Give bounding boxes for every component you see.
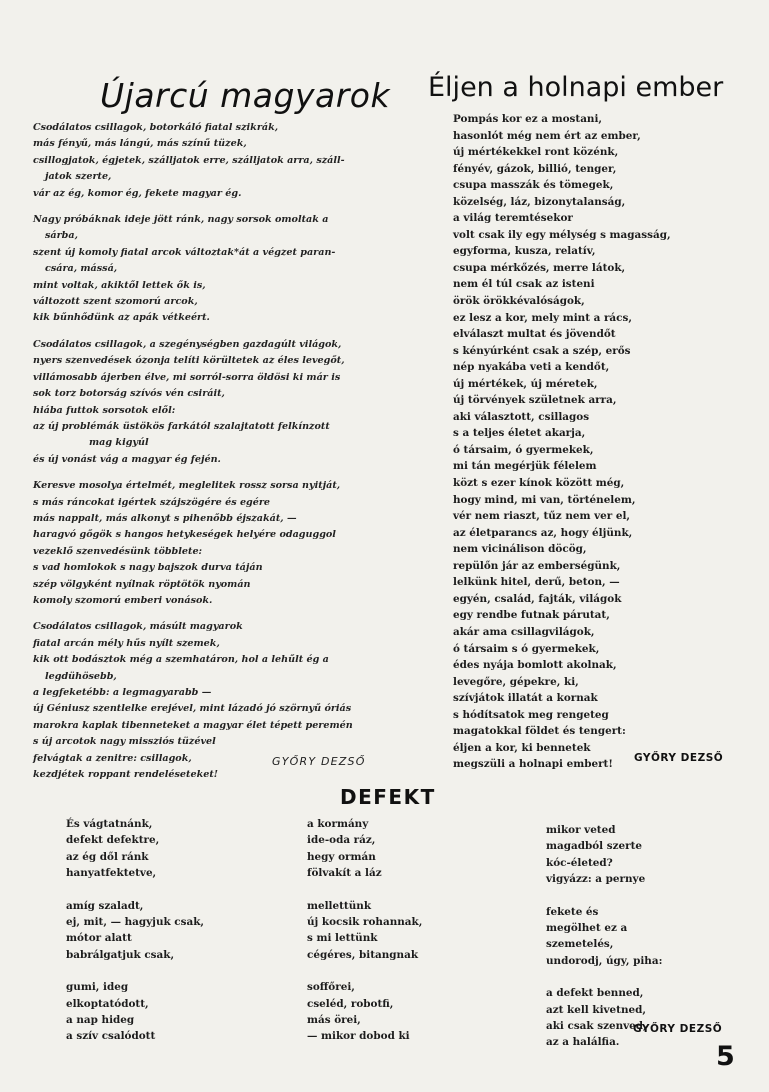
page-number: 5 [716,1041,735,1072]
poem-line: új mértékekkel ront közénk, [453,146,619,159]
poem-line: fényév, gázok, billió, tenger, [453,162,617,175]
poem-line: kezdjétek roppant rendeléseteket! [33,769,218,781]
defekt-column-2 [307,816,527,1061]
poem-line: aki választott, csillagos [453,410,590,423]
poem-line: levegőre, gépekre, ki, [453,675,579,688]
poem-line: gumi, ideg [66,981,129,994]
poem-line: villámosabb ájerben élve, mi sorról-sorra öldösi ki már is [33,371,341,383]
poem-line: felvágtak a zenitre: csillagok, [33,752,192,764]
poem-line: fiatal arcán mély hűs nyílt szemek, [33,637,220,649]
poem-line: az a halálfia. [546,1036,620,1049]
poem-line: csillogjatok, égjetek, szálljatok erre, szálljatok arra, száll- [33,154,345,166]
poem-line: egyforma, kusza, relatív, [453,245,596,258]
poem-line: szemetelés, [546,938,614,951]
poem-line: hegy ormán [307,850,376,863]
poem-line: hiába futtok sorsotok elől: [33,404,176,416]
poem-line: lelkünk hitel, derű, beton, — [453,576,620,589]
poem-line: aki csak szenved, [546,1020,647,1033]
poem-line: a defekt benned, [546,987,644,1000]
poem-line: egyén, család, fajták, világok [453,592,622,605]
poem-line: hasonlót még nem ért az ember, [453,129,641,142]
poem-line: elkoptatódott, [66,997,149,1010]
poem-line: változott szent szomorú arcok, [33,296,198,308]
poem-line: jatok szerte, [45,171,112,183]
poem-line: Csodálatos csillagok, botorkáló fiatal szikrák, [33,122,279,133]
stanza [307,979,527,1045]
poem-line: defekt defektre, [66,834,160,847]
poem-line: legdühösebb, [45,670,117,682]
poem-line: új Géniusz szentlelke erejével, mint lázadó jó szörnyű óriás [33,703,352,715]
poem-line: a nap hideg [66,1014,135,1027]
poem-line: új törvények születnek arra, [453,394,617,407]
poem-line: vigyázz: a pernye [546,873,646,886]
poem-line: s vad homlokok s nagy bajszok durva táján [33,562,263,574]
left-poem-body [33,120,378,793]
poem-line: új mértékek, új méretek, [453,377,598,390]
poem-line: egy rendbe futnak párutat, [453,609,610,622]
poem-line: ez lesz a kor, mely mint a rács, [453,311,632,324]
stanza [546,904,746,970]
poem-line: szívjátok illatát a kornak [453,692,598,705]
poem-line: — mikor dobod ki [307,1030,410,1043]
poem-line: mag kigyúl [89,437,149,449]
poem-line: más fényű, más lángú, más színű tüzek, [33,138,247,150]
poem-line: más örei, [307,1014,361,1027]
poem-line: megölhet ez a [546,922,628,935]
stanza [33,120,378,202]
poem-line: cégéres, bitangnak [307,948,419,961]
poem-line: amíg szaladt, [66,899,144,912]
poem-line: Csodálatos csillagok, másúlt magyarok [33,621,243,633]
poem-line: szent új komoly fiatal arcok változtak*át a végzet paran- [33,246,336,258]
poem-line: mellettünk [307,899,372,912]
poem-line: cseléd, robotfi, [307,997,394,1010]
stanza [66,979,286,1045]
poem-line: ide-oda ráz, [307,834,376,847]
poem-line: akár ama csillagvilágok, [453,625,595,638]
poem-line: a legfeketébb: a legmagyarabb — [33,687,212,698]
poem-line: csupa masszák és tömegek, [453,179,614,192]
poem-line: mi tán megérjük félelem [453,460,597,473]
poem-line: csára, mássá, [45,263,118,275]
poem-line: fölvakít a láz [307,867,382,880]
poem-line: éljen a kor, ki bennetek [453,741,591,754]
poem-line: hanyatfektetve, [66,867,157,880]
poem-line: magadból szerte [546,840,642,853]
poem-line: kik bűnhődünk az apák vétkeért. [33,312,210,324]
poem-line: és új vonást vág a magyar ég fején. [33,453,221,465]
poem-line: kóc-életed? [546,856,613,869]
poem-line: közt s ezer kínok között még, [453,477,625,490]
poem-line: vér nem riaszt, tűz nem ver el, [453,510,631,523]
poem-line: babrálgatjuk csak, [66,948,175,961]
poem-line: azt kell kivetned, [546,1003,647,1016]
poem-line: az életparancs az, hogy éljünk, [453,526,633,539]
stanza [307,898,527,964]
stanza [546,822,746,888]
poem-line: elválaszt multat és jövendőt [453,328,616,341]
poem-line: édes nyája bomlott akolnak, [453,659,617,672]
poem-line: közelség, láz, bizonytalanság, [453,195,626,208]
poem-line: undorodj, úgy, piha: [546,954,663,967]
right-poem-author: GYŐRY DEZSŐ [634,752,724,764]
poem-line: marokra kaplak tibenneteket a magyar élet tépett peremén [33,719,353,731]
stanza [66,816,286,882]
right-poem-body [453,111,753,773]
poem-line: Pompás kor ez a mostani, [453,113,603,125]
poem-line: komoly szomorú emberi vonások. [33,594,213,606]
poem-line: új kocsik rohannak, [307,916,423,929]
poem-line: volt csak ily egy mélység s magasság, [453,228,671,241]
poem-line: az ég dől ránk [66,850,149,863]
left-poem-author: GYŐRY DEZSŐ [272,755,366,768]
stanza [33,478,378,609]
poem-line: soffőrei, [307,981,355,994]
poem-line: s más ráncokat igértek szájszögére és egére [33,496,271,508]
poem-line: sárba, [45,230,78,242]
poem-line: az új problémák üstökös farkától szalajtatott felkínzott [33,420,330,432]
poem-line: megszüli a holnapi embert! [453,758,613,771]
right-poem-title: Éljen a holnapi ember [428,72,724,103]
poem-line: vezeklő szenvedésünk többlete: [33,545,203,557]
defekt-poem-author: GYŐRY DEZSŐ [633,1023,723,1035]
poem-line: fekete és [546,905,599,918]
poem-line: nem él túl csak az isteni [453,278,595,291]
poem-line: nép nyakába veti a kendőt, [453,361,610,374]
poem-line: És vágtatnánk, [66,818,153,830]
poem-line: s kényúrként csak a szép, erős [453,344,631,357]
poem-line: Csodálatos csillagok, a szegénységben gazdagúlt világok, [33,338,342,350]
poem-line: szép völgyként nyílnak röptötök nyomán [33,578,251,590]
poem-line: nem vicinálison döcög, [453,543,587,556]
poem-line: sok torz botorság szívós vén csiráit, [33,388,225,400]
poem-line: mótor alatt [66,932,132,945]
defekt-poem-title: DEFEKT [340,785,436,809]
stanza [307,816,527,882]
poem-line: s mi lettünk [307,932,378,945]
poem-line: a kormány [307,818,369,830]
stanza [66,898,286,964]
poem-line: a világ teremtésekor [453,212,573,225]
poem-line: csupa mérkőzés, merre látok, [453,261,626,274]
poem-line: a szív csalódott [66,1030,156,1043]
poem-line: s a teljes életet akarja, [453,427,586,440]
poem-line: Keresve mosolya értelmét, meglelitek rossz sorsa nyitját, [33,480,341,492]
poem-line: repülőn jár az emberségünk, [453,559,621,572]
poem-line: haragvó gőgök s hangos hetykeségek helyére odaguggol [33,529,336,541]
poem-line: hogy mind, mi van, történelem, [453,493,636,506]
stanza [33,337,378,468]
stanza [33,212,378,327]
poem-line: ó társaim s ó gyermekek, [453,642,600,655]
poem-line: s hódítsatok meg rengeteg [453,708,609,721]
poem-line: ó társaim, ó gyermekek, [453,443,594,456]
poem-line: mint voltak, akiktől lettek ők is, [33,279,206,291]
defekt-column-1 [66,816,286,1061]
poem-line: vár az ég, komor ég, fekete magyar ég. [33,187,242,199]
poem-line: ej, mit, — hagyjuk csak, [66,916,205,929]
poem-line: mikor veted [546,824,616,836]
poem-line: magatokkal földet és tengert: [453,725,626,738]
poem-line: örök örökkévalóságok, [453,295,585,308]
poem-line: kik ott bodásztok még a szemhatáron, hol a lehűlt ég a [33,654,329,666]
poem-line: más nappalt, más alkonyt s pihenőbb éjszakát, — [33,512,297,524]
left-poem-title: Újarcú magyarok [100,76,391,115]
poem-line: s új arcotok nagy missziós tüzével [33,736,216,748]
poem-line: Nagy próbáknak ideje jött ránk, nagy sorsok omoltak a [33,214,329,226]
poem-line: nyers szenvedések ózonja telíti körültetek az éles levegőt, [33,355,345,367]
